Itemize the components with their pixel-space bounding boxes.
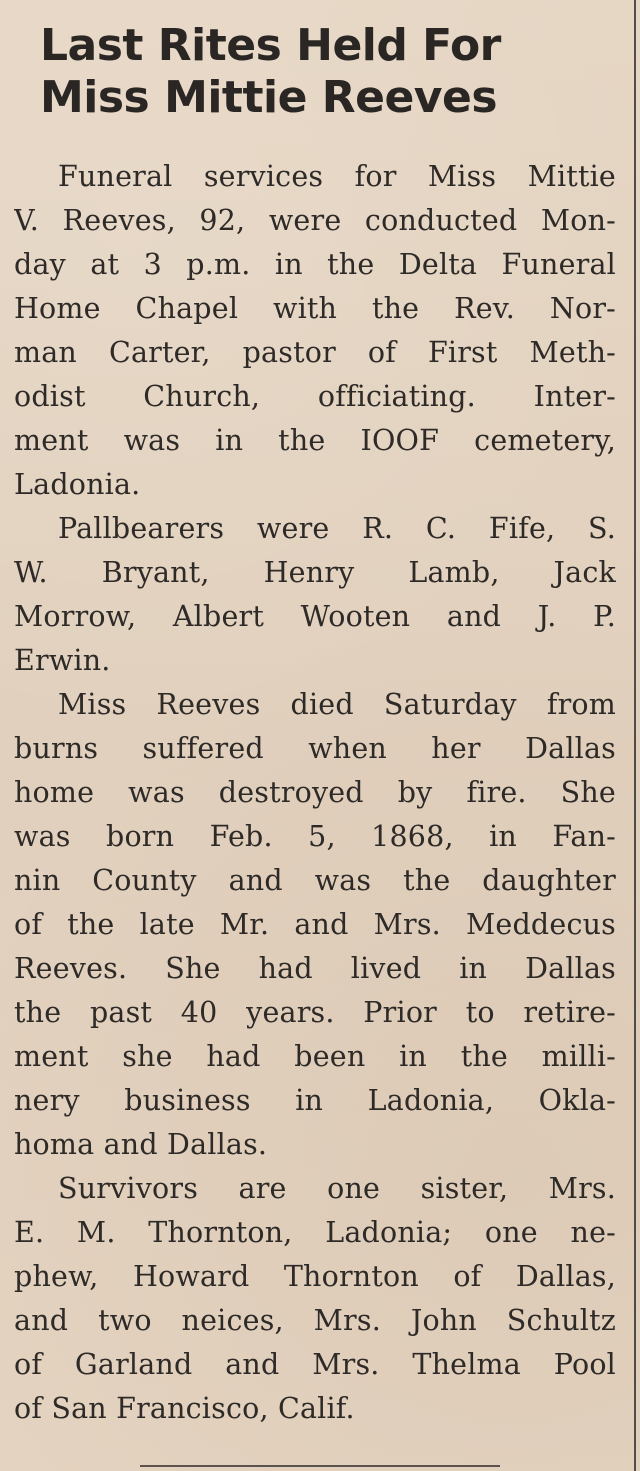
body-line: burns suffered when her Dallas — [14, 732, 616, 765]
body-line: Home Chapel with the Rev. Nor- — [14, 292, 616, 325]
body-line: was born Feb. 5, 1868, in Fan- — [14, 820, 616, 853]
body-line: ment she had been in the milli- — [14, 1040, 616, 1073]
body-line: ment was in the IOOF cemetery, — [14, 424, 616, 457]
column-rule-right — [634, 0, 636, 1471]
body-line: Funeral services for Miss Mittie — [58, 160, 616, 193]
headline-line-1: Last Rites Held For — [40, 20, 501, 71]
body-line: the past 40 years. Prior to retire- — [14, 996, 616, 1029]
body-line: man Carter, pastor of First Meth- — [14, 336, 616, 369]
body-line: W. Bryant, Henry Lamb, Jack — [14, 556, 616, 589]
body-line: Survivors are one sister, Mrs. — [58, 1172, 616, 1205]
body-line: phew, Howard Thornton of Dallas, — [14, 1260, 616, 1293]
body-line: Miss Reeves died Saturday from — [58, 688, 616, 721]
body-line: Morrow, Albert Wooten and J. P. — [14, 600, 616, 633]
body-line: odist Church, officiating. Inter- — [14, 380, 616, 413]
body-line: of the late Mr. and Mrs. Meddecus — [14, 908, 616, 941]
body-line: Pallbearers were R. C. Fife, S. — [58, 512, 616, 545]
body-line: Ladonia. — [14, 468, 141, 501]
body-line: home was destroyed by fire. She — [14, 776, 616, 809]
body-line: day at 3 p.m. in the Delta Funeral — [14, 248, 616, 281]
body-line: of Garland and Mrs. Thelma Pool — [14, 1348, 616, 1381]
article-headline — [40, 20, 620, 124]
body-line: E. M. Thornton, Ladonia; one ne- — [14, 1216, 616, 1249]
body-line: nery business in Ladonia, Okla- — [14, 1084, 616, 1117]
headline-line-2: Miss Mittie Reeves — [40, 72, 498, 123]
body-line: Erwin. — [14, 644, 111, 677]
article-body — [14, 155, 616, 1431]
body-line: homa and Dallas. — [14, 1128, 268, 1161]
body-line: and two neices, Mrs. John Schultz — [14, 1304, 616, 1337]
column-rule-bottom — [140, 1465, 500, 1467]
body-line: Reeves. She had lived in Dallas — [14, 952, 616, 985]
body-line: nin County and was the daughter — [14, 864, 616, 897]
body-line: of San Francisco, Calif. — [14, 1392, 355, 1425]
body-line: V. Reeves, 92, were conducted Mon- — [14, 204, 616, 237]
